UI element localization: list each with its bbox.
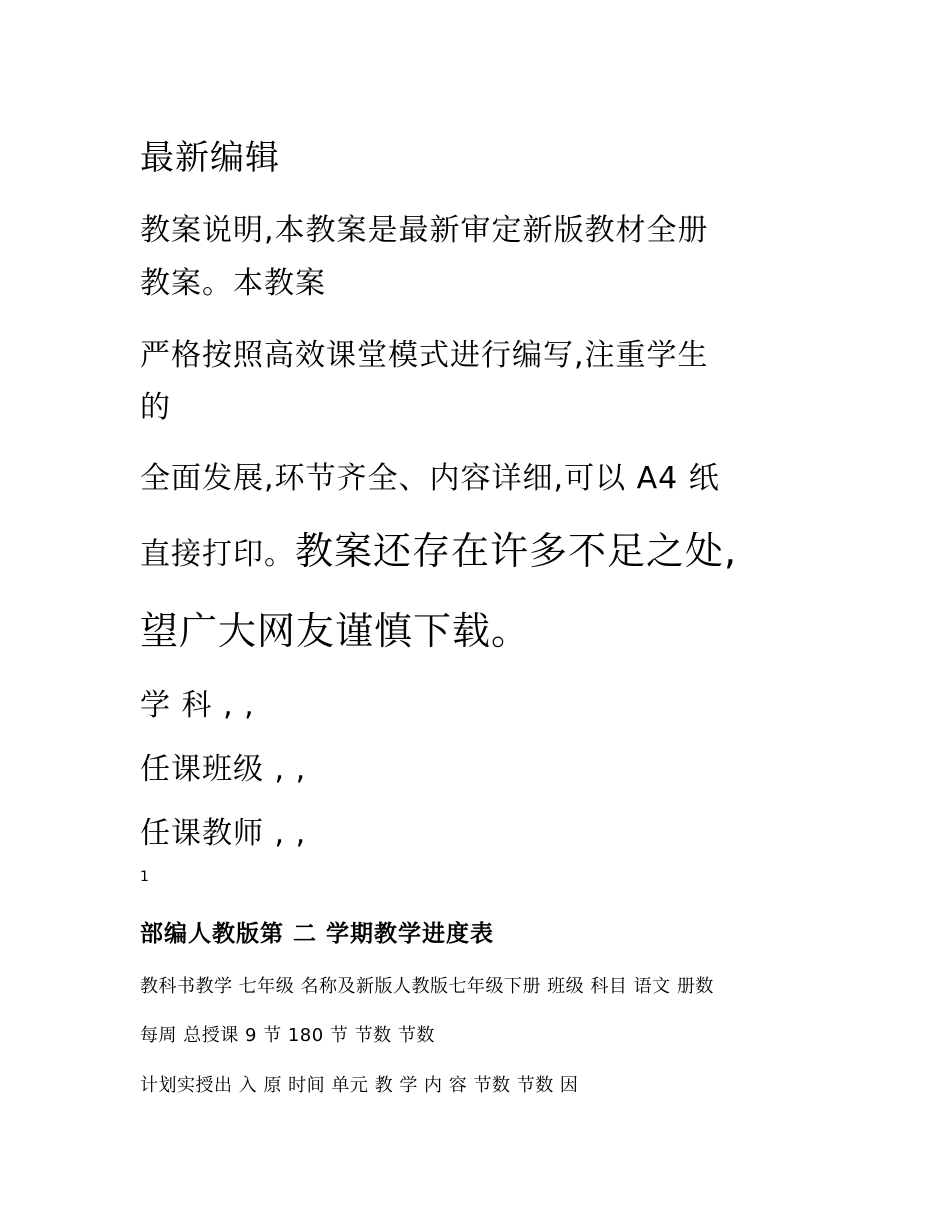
- class-field: 任课班级 , ,: [140, 752, 307, 787]
- direct-print-text: 直接打印。: [140, 537, 295, 572]
- teacher-field: 任课教师 , ,: [140, 816, 307, 851]
- intro-line-4: 的: [140, 390, 171, 425]
- schedule-row-3: 计划实授出 入 原 时间 单元 教 学 内 容 节数 节数 因: [140, 1075, 579, 1096]
- notice-text-b: 望广大网友谨慎下载。: [140, 609, 531, 653]
- notice-text-a: 教案还存在许多不足之处,: [295, 529, 738, 573]
- intro-line-3: 严格按照高效课堂模式进行编写,注重学生: [140, 338, 709, 373]
- page-number: 1: [140, 869, 150, 885]
- subject-field: 学 科 , ,: [140, 688, 255, 723]
- document-title: 最新编辑: [140, 138, 280, 178]
- intro-line-5: 全面发展,环节齐全、内容详细,可以 A4 纸: [140, 461, 720, 496]
- intro-line-1: 教案说明,本教案是最新审定新版教材全册: [140, 213, 709, 248]
- schedule-row-1: 教科书教学 七年级 名称及新版人教版七年级下册 班级 科目 语文 册数: [140, 976, 714, 997]
- intro-line-2: 教案。本教案: [140, 266, 326, 301]
- schedule-row-2: 每周 总授课 9 节 180 节 节数 节数: [140, 1025, 435, 1046]
- schedule-title: 部编人教版第 二 学期教学进度表: [140, 921, 495, 947]
- intro-line-6: [140, 520, 737, 575]
